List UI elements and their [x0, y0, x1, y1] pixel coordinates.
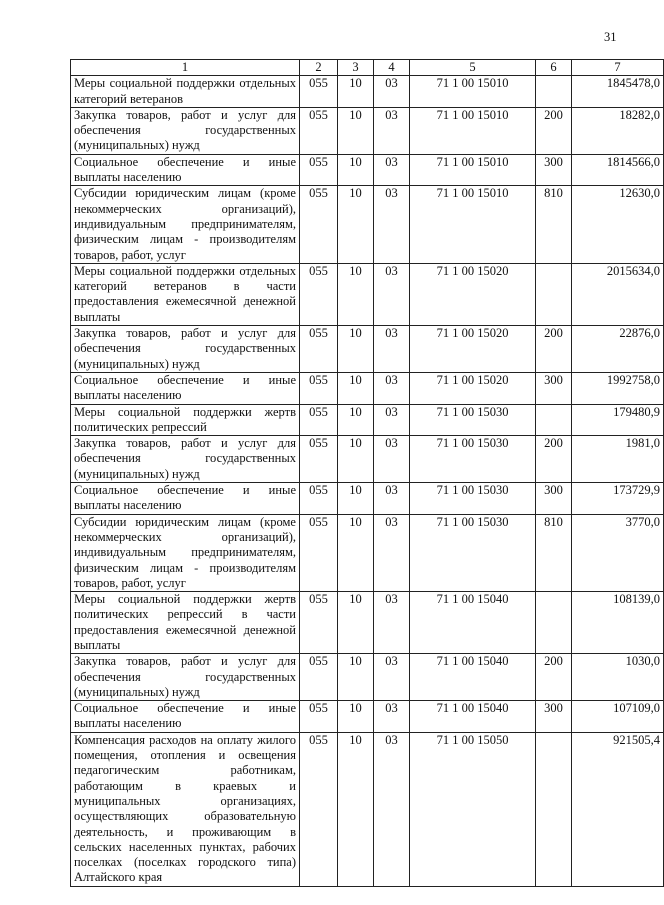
cell-section-code: 10	[338, 372, 374, 404]
cell-expense-name: Закупка товаров, работ и услуг для обеспечения государственных (муниципальных) нужд	[71, 107, 300, 154]
cell-expense-type: 810	[536, 514, 572, 591]
cell-expense-type	[536, 404, 572, 436]
cell-amount: 18282,0	[572, 107, 664, 154]
cell-target-article: 71 1 00 15020	[410, 326, 536, 373]
cell-section-code: 10	[338, 732, 374, 886]
cell-ministry-code: 055	[300, 263, 338, 325]
cell-subsection-code: 03	[374, 483, 410, 515]
cell-expense-type	[536, 592, 572, 654]
cell-target-article: 71 1 00 15010	[410, 154, 536, 186]
cell-amount: 173729,9	[572, 483, 664, 515]
cell-subsection-code: 03	[374, 326, 410, 373]
cell-amount: 22876,0	[572, 326, 664, 373]
column-header-3: 3	[338, 60, 374, 76]
cell-target-article: 71 1 00 15030	[410, 404, 536, 436]
column-header-2: 2	[300, 60, 338, 76]
table-row	[71, 76, 664, 108]
cell-subsection-code: 03	[374, 654, 410, 701]
cell-target-article: 71 1 00 15030	[410, 436, 536, 483]
cell-target-article: 71 1 00 15040	[410, 592, 536, 654]
cell-expense-name: Закупка товаров, работ и услуг для обеспечения государственных (муниципальных) нужд	[71, 326, 300, 373]
cell-section-code: 10	[338, 326, 374, 373]
table-row	[71, 483, 664, 515]
cell-expense-type: 810	[536, 186, 572, 263]
cell-ministry-code: 055	[300, 186, 338, 263]
column-header-6: 6	[536, 60, 572, 76]
cell-ministry-code: 055	[300, 654, 338, 701]
cell-section-code: 10	[338, 701, 374, 733]
table-row	[71, 654, 664, 701]
cell-amount: 3770,0	[572, 514, 664, 591]
cell-section-code: 10	[338, 436, 374, 483]
cell-target-article: 71 1 00 15010	[410, 76, 536, 108]
table-row	[71, 436, 664, 483]
table-row	[71, 372, 664, 404]
cell-section-code: 10	[338, 263, 374, 325]
cell-amount: 108139,0	[572, 592, 664, 654]
cell-target-article: 71 1 00 15040	[410, 654, 536, 701]
cell-expense-type: 300	[536, 154, 572, 186]
cell-ministry-code: 055	[300, 483, 338, 515]
cell-ministry-code: 055	[300, 436, 338, 483]
cell-expense-name: Субсидии юридическим лицам (кроме некоммерческих организаций), индивидуальным предпринимателям, физическим лицам - производителям товаров, работ, услуг	[71, 186, 300, 263]
cell-subsection-code: 03	[374, 76, 410, 108]
cell-amount: 12630,0	[572, 186, 664, 263]
cell-ministry-code: 055	[300, 372, 338, 404]
table-row	[71, 263, 664, 325]
cell-ministry-code: 055	[300, 154, 338, 186]
cell-expense-name: Социальное обеспечение и иные выплаты населению	[71, 372, 300, 404]
cell-subsection-code: 03	[374, 514, 410, 591]
cell-amount: 107109,0	[572, 701, 664, 733]
cell-expense-name: Закупка товаров, работ и услуг для обеспечения государственных (муниципальных) нужд	[71, 436, 300, 483]
cell-subsection-code: 03	[374, 107, 410, 154]
table-row	[71, 404, 664, 436]
cell-target-article: 71 1 00 15050	[410, 732, 536, 886]
budget-table-container	[70, 59, 660, 887]
cell-expense-name: Социальное обеспечение и иные выплаты населению	[71, 701, 300, 733]
cell-ministry-code: 055	[300, 732, 338, 886]
cell-ministry-code: 055	[300, 701, 338, 733]
column-header-7: 7	[572, 60, 664, 76]
table-row	[71, 514, 664, 591]
cell-amount: 921505,4	[572, 732, 664, 886]
cell-target-article: 71 1 00 15020	[410, 263, 536, 325]
table-row	[71, 186, 664, 263]
table-row	[71, 701, 664, 733]
table-row	[71, 326, 664, 373]
cell-expense-type: 200	[536, 436, 572, 483]
cell-section-code: 10	[338, 186, 374, 263]
cell-expense-type	[536, 263, 572, 325]
table-row	[71, 154, 664, 186]
cell-section-code: 10	[338, 404, 374, 436]
column-header-4: 4	[374, 60, 410, 76]
cell-expense-name: Субсидии юридическим лицам (кроме некоммерческих организаций), индивидуальным предпринимателям, физическим лицам - производителям товаров, работ, услуг	[71, 514, 300, 591]
column-header-5: 5	[410, 60, 536, 76]
budget-table-body	[71, 60, 664, 887]
cell-amount: 1814566,0	[572, 154, 664, 186]
table-row	[71, 107, 664, 154]
cell-expense-type: 200	[536, 107, 572, 154]
cell-target-article: 71 1 00 15040	[410, 701, 536, 733]
cell-amount: 1981,0	[572, 436, 664, 483]
cell-expense-name: Меры социальной поддержки жертв политических репрессий	[71, 404, 300, 436]
cell-subsection-code: 03	[374, 263, 410, 325]
cell-section-code: 10	[338, 654, 374, 701]
page-number: 31	[604, 30, 617, 44]
cell-target-article: 71 1 00 15030	[410, 483, 536, 515]
cell-ministry-code: 055	[300, 514, 338, 591]
cell-subsection-code: 03	[374, 592, 410, 654]
cell-subsection-code: 03	[374, 154, 410, 186]
cell-section-code: 10	[338, 483, 374, 515]
cell-amount: 1845478,0	[572, 76, 664, 108]
cell-section-code: 10	[338, 592, 374, 654]
cell-amount: 1992758,0	[572, 372, 664, 404]
cell-ministry-code: 055	[300, 326, 338, 373]
cell-section-code: 10	[338, 514, 374, 591]
cell-target-article: 71 1 00 15030	[410, 514, 536, 591]
cell-amount: 1030,0	[572, 654, 664, 701]
cell-ministry-code: 055	[300, 592, 338, 654]
cell-target-article: 71 1 00 15010	[410, 107, 536, 154]
cell-expense-type	[536, 732, 572, 886]
cell-subsection-code: 03	[374, 186, 410, 263]
cell-expense-type	[536, 76, 572, 108]
cell-expense-type: 200	[536, 326, 572, 373]
cell-expense-name: Меры социальной поддержки отдельных категорий ветеранов	[71, 76, 300, 108]
cell-target-article: 71 1 00 15020	[410, 372, 536, 404]
column-header-row	[71, 60, 664, 76]
cell-expense-name: Закупка товаров, работ и услуг для обеспечения государственных (муниципальных) нужд	[71, 654, 300, 701]
cell-expense-type: 300	[536, 372, 572, 404]
cell-section-code: 10	[338, 107, 374, 154]
cell-subsection-code: 03	[374, 436, 410, 483]
table-row	[71, 592, 664, 654]
cell-subsection-code: 03	[374, 701, 410, 733]
cell-expense-type: 200	[536, 654, 572, 701]
cell-ministry-code: 055	[300, 404, 338, 436]
cell-expense-name: Социальное обеспечение и иные выплаты населению	[71, 154, 300, 186]
cell-expense-name: Меры социальной поддержки отдельных категорий ветеранов в части предоставления ежемесячной денежной выплаты	[71, 263, 300, 325]
cell-ministry-code: 055	[300, 107, 338, 154]
cell-target-article: 71 1 00 15010	[410, 186, 536, 263]
cell-amount: 2015634,0	[572, 263, 664, 325]
column-header-1: 1	[71, 60, 300, 76]
cell-subsection-code: 03	[374, 404, 410, 436]
cell-section-code: 10	[338, 154, 374, 186]
cell-expense-name: Социальное обеспечение и иные выплаты населению	[71, 483, 300, 515]
cell-subsection-code: 03	[374, 732, 410, 886]
cell-amount: 179480,9	[572, 404, 664, 436]
cell-expense-name: Меры социальной поддержки жертв политических репрессий в части предоставления ежемесячной денежной выплаты	[71, 592, 300, 654]
cell-expense-name: Компенсация расходов на оплату жилого помещения, отопления и освещения педагогическим работникам, работающим в краевых и муниципальных организациях, осуществляющих образовательную деятельность, и проживающим в сельских населенных пунктах, рабочих поселках (поселках городского типа) Алтайского края	[71, 732, 300, 886]
budget-table	[70, 59, 664, 887]
cell-expense-type: 300	[536, 483, 572, 515]
cell-expense-type: 300	[536, 701, 572, 733]
cell-ministry-code: 055	[300, 76, 338, 108]
table-row	[71, 732, 664, 886]
cell-section-code: 10	[338, 76, 374, 108]
cell-subsection-code: 03	[374, 372, 410, 404]
